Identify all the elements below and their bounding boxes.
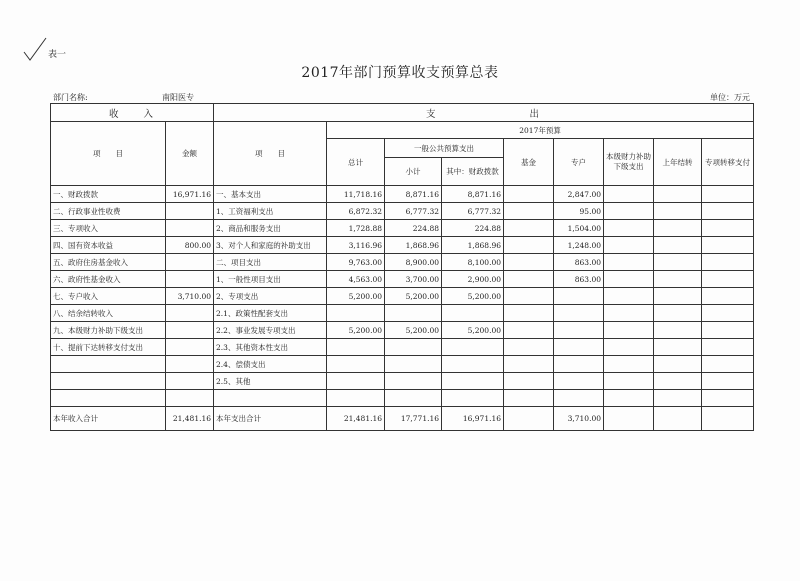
income-item-cell [51,390,166,407]
total-cell [327,305,385,322]
transfer-lower-cell [604,271,654,288]
transfer-lower-cell [604,356,654,373]
fiscal-alloc-cell [442,339,504,356]
table-row [51,356,754,373]
income-item-cell: 六、政府性基金收入 [51,271,166,288]
table-row [51,390,754,407]
income-amount-cell [166,339,214,356]
table-row [51,254,754,271]
subtotal-cell: 8,900.00 [385,254,442,271]
fund-cell [504,288,554,305]
table-number-label: 表一 [48,50,67,60]
expense-item-cell: 二、项目支出 [214,254,327,271]
fund-cell [504,305,554,322]
income-amount-cell: 800.00 [166,237,214,254]
subtotal-cell: 5,200.00 [385,288,442,305]
fiscal-alloc-header: 其中：财政拨款 [442,158,504,186]
department-label: 部门名称: [53,93,88,102]
special-account-header: 专户 [554,139,604,186]
fiscal-alloc-cell [442,356,504,373]
page-title: 2017年部门预算收支预算总表 [301,65,499,81]
income-amount-cell [166,271,214,288]
special-transfer-cell [702,322,754,339]
special-transfer-cell [702,373,754,390]
special-account-cell [554,356,604,373]
special-transfer-cell [702,254,754,271]
subtotal-cell: 224.88 [385,220,442,237]
special-account-cell: 1,504.00 [554,220,604,237]
transfer-lower-cell [604,220,654,237]
fund-cell [504,186,554,203]
prev-year-cell [654,254,702,271]
special-transfer-cell [702,186,754,203]
income-amount-cell: 3,710.00 [166,288,214,305]
fiscal-alloc-cell [442,305,504,322]
fund-cell [504,271,554,288]
fund-cell [504,322,554,339]
header-row-year [51,122,754,139]
total-transfer-lower-cell [604,407,654,431]
total-cell: 5,200.00 [327,288,385,305]
total-income-item-cell: 本年收入合计 [51,407,166,431]
subtotal-cell [385,339,442,356]
budget-2017-header: 2017年预算 [327,122,754,139]
transfer-lower-cell [604,254,654,271]
subtotal-cell: 6,777.32 [385,203,442,220]
fund-cell [504,220,554,237]
table-row [51,271,754,288]
total-fund-cell [504,407,554,431]
special-account-cell [554,305,604,322]
income-amount-cell [166,390,214,407]
prev-year-cell [654,288,702,305]
table-row [51,288,754,305]
total-cell [327,390,385,407]
fiscal-alloc-cell: 5,200.00 [442,322,504,339]
subtotal-cell: 5,200.00 [385,322,442,339]
special-transfer-cell [702,237,754,254]
prev-year-header: 上年结转 [654,139,702,186]
expense-item-cell: 1、一般性项目支出 [214,271,327,288]
table-row [51,339,754,356]
income-item-cell [51,356,166,373]
subtotal-cell: 8,871.16 [385,186,442,203]
expense-item-cell [214,390,327,407]
fund-cell [504,390,554,407]
expense-item-cell: 2.4、偿债支出 [214,356,327,373]
totals-row [51,407,754,431]
special-transfer-cell [702,203,754,220]
special-account-cell [554,322,604,339]
fiscal-alloc-cell [442,390,504,407]
total-fiscal-alloc-cell: 16,971.16 [442,407,504,431]
table-row [51,305,754,322]
transfer-lower-cell [604,237,654,254]
special-account-cell: 95.00 [554,203,604,220]
fiscal-alloc-cell: 5,200.00 [442,288,504,305]
fiscal-alloc-cell: 1,868.96 [442,237,504,254]
total-expense-item-cell: 本年支出合计 [214,407,327,431]
table-row [51,203,754,220]
total-cell: 1,728.88 [327,220,385,237]
special-transfer-cell [702,305,754,322]
fiscal-alloc-cell [442,373,504,390]
total-income-amount-cell: 21,481.16 [166,407,214,431]
subtotal-cell [385,356,442,373]
special-account-cell [554,373,604,390]
transfer-lower-cell [604,186,654,203]
transfer-lower-cell [604,305,654,322]
prev-year-cell [654,339,702,356]
income-amount-cell [166,220,214,237]
transfer-lower-cell [604,288,654,305]
income-item-cell: 九、本级财力补助下级支出 [51,322,166,339]
fund-header: 基金 [504,139,554,186]
fiscal-alloc-cell: 2,900.00 [442,271,504,288]
income-amount-cell [166,254,214,271]
income-amount-cell [166,203,214,220]
special-account-cell: 863.00 [554,254,604,271]
special-transfer-cell [702,288,754,305]
expense-item-cell: 3、对个人和家庭的补助支出 [214,237,327,254]
income-amount-cell [166,305,214,322]
prev-year-cell [654,186,702,203]
table-row [51,237,754,254]
prev-year-cell [654,390,702,407]
subtotal-cell: 3,700.00 [385,271,442,288]
department-name: 南阳医专 [162,93,194,102]
special-transfer-header: 专项转移支付 [702,139,754,186]
income-amount-header: 金额 [166,122,214,186]
total-cell: 11,718.16 [327,186,385,203]
transfer-lower-cell [604,203,654,220]
total-special-account-cell: 3,710.00 [554,407,604,431]
special-transfer-cell [702,220,754,237]
income-item-cell: 二、行政事业性收费 [51,203,166,220]
income-item-cell: 一、财政拨款 [51,186,166,203]
fiscal-alloc-cell: 224.88 [442,220,504,237]
income-amount-cell [166,356,214,373]
expense-item-cell: 2.1、政策性配套支出 [214,305,327,322]
special-account-cell: 1,248.00 [554,237,604,254]
fund-cell [504,356,554,373]
expense-item-cell: 1、工资福利支出 [214,203,327,220]
income-amount-cell: 16,971.16 [166,186,214,203]
prev-year-cell [654,203,702,220]
special-account-cell [554,390,604,407]
header-row-sections [51,104,754,122]
total-cell: 4,563.00 [327,271,385,288]
prev-year-cell [654,356,702,373]
income-item-cell: 五、政府住房基金收入 [51,254,166,271]
total-cell: 9,763.00 [327,254,385,271]
special-transfer-cell [702,356,754,373]
total-special-transfer-cell [702,407,754,431]
checkmark-icon [22,36,50,62]
expense-item-cell: 2、专项支出 [214,288,327,305]
subtotal-header: 小计 [385,158,442,186]
expense-item-header: 项 目 [214,122,327,186]
special-account-cell: 2,847.00 [554,186,604,203]
prev-year-cell [654,220,702,237]
fiscal-alloc-cell: 8,871.16 [442,186,504,203]
total-cell [327,339,385,356]
unit-label: 单位：万元 [710,93,750,102]
total-cell [327,373,385,390]
expense-item-cell: 2.5、其他 [214,373,327,390]
expense-item-cell: 2.2、事业发展专项支出 [214,322,327,339]
prev-year-cell [654,271,702,288]
total-header: 总计 [327,139,385,186]
income-amount-cell [166,322,214,339]
table-row [51,322,754,339]
prev-year-cell [654,237,702,254]
income-amount-cell [166,373,214,390]
income-item-cell: 七、专户收入 [51,288,166,305]
prev-year-cell [654,373,702,390]
total-cell [327,356,385,373]
special-transfer-cell [702,271,754,288]
total-cell: 3,116.96 [327,237,385,254]
special-account-cell [554,339,604,356]
special-account-cell [554,288,604,305]
income-item-cell: 八、结余结转收入 [51,305,166,322]
fiscal-alloc-cell: 6,777.32 [442,203,504,220]
fiscal-alloc-cell: 8,100.00 [442,254,504,271]
subtotal-cell [385,390,442,407]
total-subtotal-cell: 17,771.16 [385,407,442,431]
fund-cell [504,237,554,254]
transfer-lower-cell [604,339,654,356]
transfer-lower-cell [604,390,654,407]
total-cell: 5,200.00 [327,322,385,339]
income-item-header: 项 目 [51,122,166,186]
special-account-cell: 863.00 [554,271,604,288]
budget-table [50,103,754,431]
total-prev-year-cell [654,407,702,431]
expense-section-header: 支 出 [214,104,754,122]
income-item-cell [51,373,166,390]
special-transfer-cell [702,390,754,407]
fund-cell [504,254,554,271]
subtotal-cell [385,305,442,322]
income-item-cell: 三、专项收入 [51,220,166,237]
table-row [51,186,754,203]
general-public-header: 一般公共预算支出 [385,139,504,158]
income-item-cell: 十、提前下达转移支付支出 [51,339,166,356]
expense-item-cell: 一、基本支出 [214,186,327,203]
income-section-header: 收 入 [51,104,214,122]
table-row [51,220,754,237]
table-row [51,373,754,390]
income-item-cell: 四、国有资本收益 [51,237,166,254]
fund-cell [504,373,554,390]
total-cell: 6,872.32 [327,203,385,220]
subtotal-cell: 1,868.96 [385,237,442,254]
transfer-lower-cell [604,322,654,339]
transfer-lower-header: 本级财力补助下级支出 [604,139,654,186]
fund-cell [504,203,554,220]
special-transfer-cell [702,339,754,356]
expense-item-cell: 2.3、其他资本性支出 [214,339,327,356]
prev-year-cell [654,322,702,339]
prev-year-cell [654,305,702,322]
total-total-cell: 21,481.16 [327,407,385,431]
subtotal-cell [385,373,442,390]
expense-item-cell: 2、商品和服务支出 [214,220,327,237]
transfer-lower-cell [604,373,654,390]
fund-cell [504,339,554,356]
